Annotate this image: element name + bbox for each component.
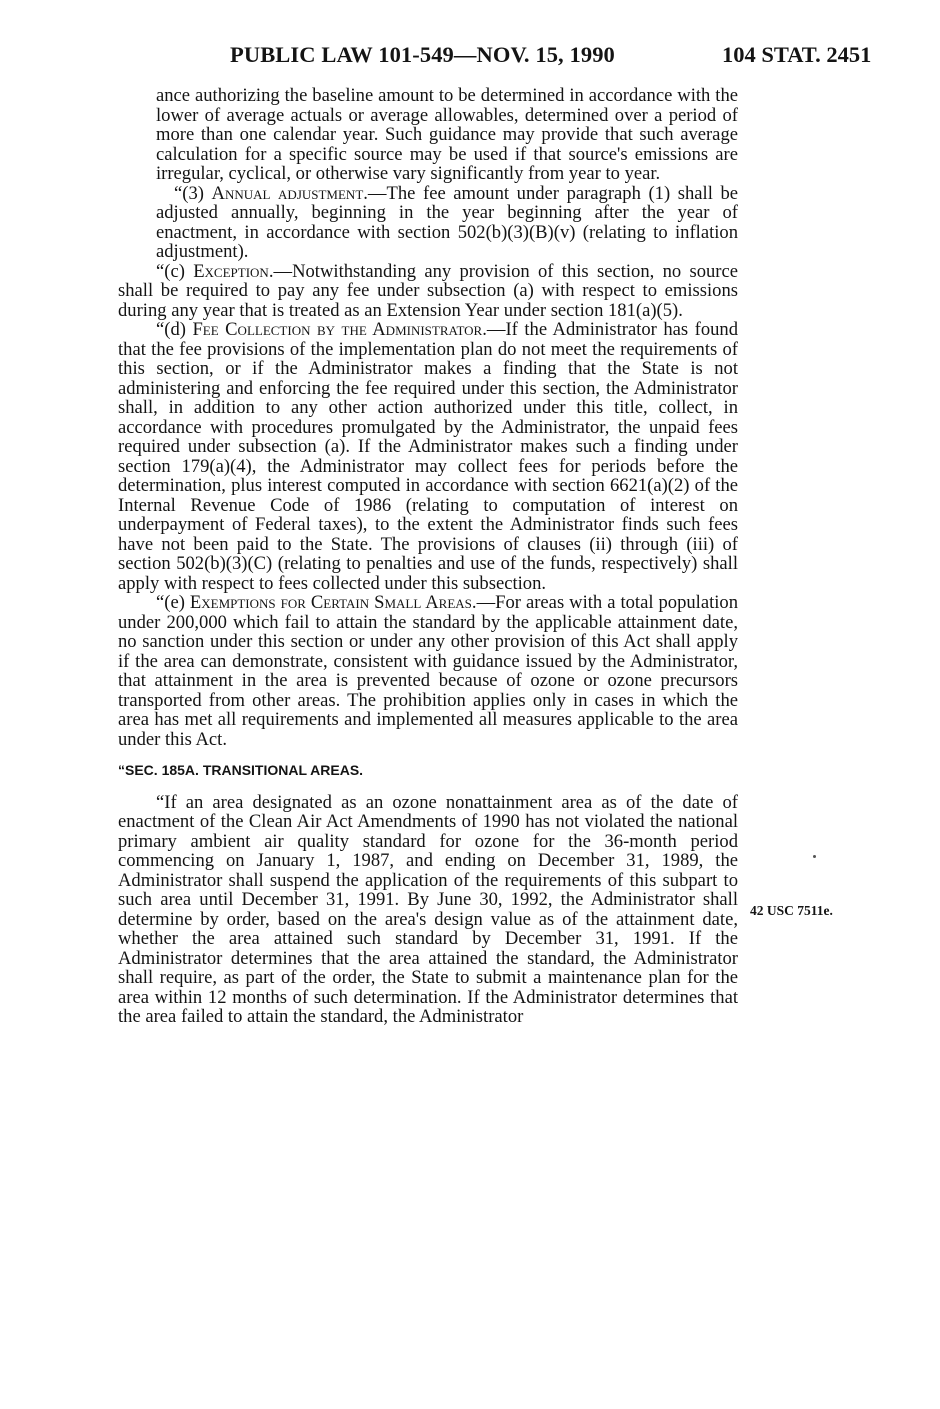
paragraph-heading: Fee Collection by the Administrator. (192, 319, 487, 340)
paragraph-exemptions: “(e) Exemptions for Certain Small Areas.—For areas with a total population under 200,000 which fail to attain the standard by the applicable attainment date, no sanction under this section or under any other provision of this Act shall apply if the area can demonstrate, consistent with guidance issued by the Administrator, that attainment in the area is prevented because of ozone or ozone precursors transported from other areas. The prohibition applies only in cases in which the area has met all requirements and implemented all measures applicable to the area under this Act. (118, 592, 739, 750)
paragraph-heading: Annual adjustment. (211, 182, 368, 204)
margin-note: 42 USC 7511e. (750, 903, 833, 918)
scan-speck (813, 855, 816, 858)
section-heading: “SEC. 185A. TRANSITIONAL AREAS. (118, 762, 364, 778)
paragraph-continuation: ance authorizing the baseline amount to be determined in accordance with the lower of average actuals or average allowables, determined over a period of more than one calendar year. Such guidance may provide that such average calculation for a specific source may be used if that source's emissions are irregular, cyclical, or otherwise vary significantly from year to year. (156, 85, 738, 184)
paragraph-heading: Exemptions for Certain Small Areas. (189, 592, 477, 613)
running-head: PUBLIC LAW 101-549—NOV. 15, 1990 (230, 42, 615, 67)
paragraph-annual-adjustment: “(3) Annual adjustment.—The fee amount under paragraph (1) shall be adjusted annually, beginning in the year beginning after the year of enactment, in accordance with section 502(b)(3)(B)(v) (relating to inflation adjustment). (156, 182, 738, 262)
statute-citation: 104 STAT. 2451 (722, 42, 872, 67)
paragraph-exception: “(c) Exception.—Notwithstanding any provision of this section, no source shall be required to pay any fee under subsection (a) with respect to emissions during any year that is treated as an Extension Year under section 181(a)(5). (118, 260, 738, 321)
paragraph-fee-collection: “(d) Fee Collection by the Administrator.—If the Administrator has found that the fee provisions of the implementation plan do not meet the requirements of this section, or if the Administrator makes a finding that the State is not administering and enforcing the fee required under this section, the Administrator shall, in addition to any other action authorized under this title, collect, in accordance with procedures promulgated by the Administrator, the unpaid fees required under subsection (a). If the Administrator makes such a finding under section 179(a)(4), the Administrator may collect fees for periods before the determination, plus interest computed in accordance with section 6621(a)(2) of the Internal Revenue Code of 1986 (relating to computation of interest on underpayment of Federal taxes), to the extent the Administrator finds such fees have not been paid to the State. The provisions of clauses (ii) through (iii) of section 502(b)(3)(C) (relating to penalties and use of the funds, respectively) shall apply with respect to fees collected under this subsection. (118, 319, 739, 594)
body-text (118, 86, 738, 1027)
page-header (0, 42, 940, 72)
paragraph-transitional-areas: “If an area designated as an ozone nonattainment area as of the date of enactment of the Clean Air Act Amendments of 1990 has not violated the national primary ambient air quality standard for ozone for the 36-month period commencing on January 1, 1987, and ending on December 31, 1989, the Administrator shall suspend the application of the requirements of this subpart to such area until December 31, 1991. By June 30, 1992, the Administrator shall determine by order, based on the area's design value as of the attainment date, whether the area attained such standard by December 31, 1991. If the Administrator determines that the area attained the standard, the Administrator shall require, as part of the order, the State to submit a maintenance plan for the area within 12 months of such determination. If the Administrator determines that the area failed to attain the standard, the Administrator (118, 791, 738, 1027)
paragraph-heading: Exception. (193, 260, 274, 282)
